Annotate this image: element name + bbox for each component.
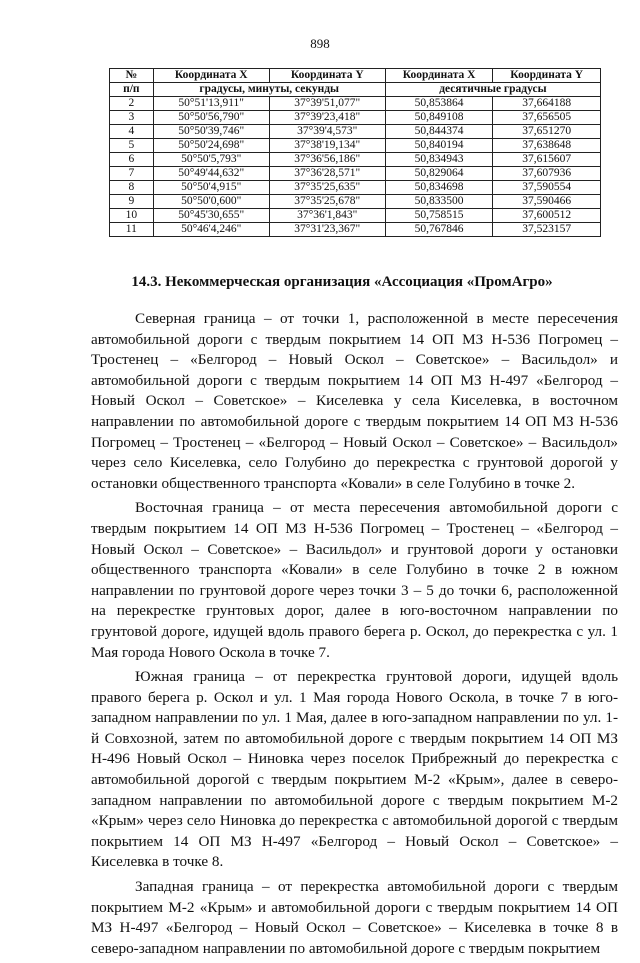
coord-x-dms-cell: 50°45'30,655" <box>153 209 269 223</box>
page-number: 898 <box>310 36 330 51</box>
section-heading: 14.3. Некоммерческая организация «Ассоциация «ПромАгро» <box>131 274 553 290</box>
coord-x-dec-cell: 50,844374 <box>385 125 493 139</box>
coord-y-dms-cell: 37°39'4,573" <box>269 125 385 139</box>
coord-y-dec-cell: 37,651270 <box>493 125 601 139</box>
coord-y-dms-cell: 37°36'56,186" <box>269 153 385 167</box>
header-num-sub: п/п <box>110 83 154 97</box>
coord-x-dms-cell: 50°50'5,793" <box>153 153 269 167</box>
coord-y-dec-cell: 37,600512 <box>493 209 601 223</box>
table-row <box>110 139 601 153</box>
table-row <box>110 195 601 209</box>
table-row <box>110 209 601 223</box>
coord-x-dms-cell: 50°50'39,746" <box>153 125 269 139</box>
coord-x-dms-cell: 50°46'4,246" <box>153 223 269 237</box>
header-coord-x-dec: Координата X <box>385 69 493 83</box>
point-number-cell: 10 <box>110 209 154 223</box>
point-number-cell: 7 <box>110 167 154 181</box>
table-subheader-row <box>110 83 601 97</box>
coord-x-dms-cell: 50°49'44,632" <box>153 167 269 181</box>
paragraph-east-border: Восточная граница – от места пересечения автомобильной дороги с твердым покрытием 14 ОП МЗ Н-536 Погромец – Тростенец – «Белгород – Новый Оскол – Советское» – Васильдол» и грунтовой дороги у остановки общественного транспорта «Ковали» в селе Голубино в точке 2 в южном направлении по грунтовой дороге через точки 3 – 5 до точки 6, расположенной на перекрестке грунтовых дорог, далее в юго-восточном направлении по грунтовой дороге, идущей вдоль правого берега р. Оскол, до перекрестка с ул. 1 Мая города Нового Оскола в точке 7. <box>91 499 618 661</box>
table-row <box>110 153 601 167</box>
coord-y-dms-cell: 37°35'25,678" <box>269 195 385 209</box>
coord-x-dec-cell: 50,829064 <box>385 167 493 181</box>
coord-y-dms-cell: 37°39'51,077" <box>269 97 385 111</box>
table-row <box>110 167 601 181</box>
coord-y-dec-cell: 37,656505 <box>493 111 601 125</box>
table-row <box>110 181 601 195</box>
header-dec-label: десятичные градусы <box>385 83 600 97</box>
coord-x-dms-cell: 50°50'4,915" <box>153 181 269 195</box>
coord-x-dec-cell: 50,834943 <box>385 153 493 167</box>
table-row <box>110 125 601 139</box>
point-number-cell: 9 <box>110 195 154 209</box>
coord-x-dec-cell: 50,853864 <box>385 97 493 111</box>
coord-y-dec-cell: 37,590554 <box>493 181 601 195</box>
coord-y-dms-cell: 37°31'23,367" <box>269 223 385 237</box>
coord-x-dms-cell: 50°50'0,600" <box>153 195 269 209</box>
header-coord-x-dms: Координата X <box>153 69 269 83</box>
point-number-cell: 11 <box>110 223 154 237</box>
coord-y-dms-cell: 37°36'1,843" <box>269 209 385 223</box>
coord-y-dec-cell: 37,638648 <box>493 139 601 153</box>
coord-y-dms-cell: 37°38'19,134" <box>269 139 385 153</box>
coord-y-dms-cell: 37°36'28,571" <box>269 167 385 181</box>
point-number-cell: 8 <box>110 181 154 195</box>
coord-x-dec-cell: 50,767846 <box>385 223 493 237</box>
coord-x-dms-cell: 50°50'24,698" <box>153 139 269 153</box>
table-body <box>110 97 601 237</box>
coord-y-dms-cell: 37°39'23,418" <box>269 111 385 125</box>
header-coord-y-dms: Координата Y <box>269 69 385 83</box>
coord-x-dec-cell: 50,834698 <box>385 181 493 195</box>
paragraph-south-border: Южная граница – от перекрестка грунтовой дороги, идущей вдоль правого берега р. Оскол и ул. 1 Мая города Нового Оскола, в точке 7 в юго-западном направлении по ул. 1 Мая, далее в юго-западном направлении по ул. 1-й Совхозной, затем по автомобильной дороге с твердым покрытием 14 ОП МЗ Н-496 Новый Оскол – Ниновка через поселок Прибрежный до перекрестка с автомобильной дорогой с твердым покрытием М-2 «Крым», далее в северо-западном направлении по автомобильной дороге с твердым покрытием М-2 «Крым» через село Ниновка до перекрестка с автомобильной дорогой с твердым покрытием 14 ОП МЗ Н-497 «Белгород – Новый Оскол – Советское» – Киселевка в точке 8. <box>91 668 618 871</box>
point-number-cell: 2 <box>110 97 154 111</box>
coord-y-dec-cell: 37,607936 <box>493 167 601 181</box>
coord-y-dec-cell: 37,523157 <box>493 223 601 237</box>
table-row <box>110 111 601 125</box>
point-number-cell: 3 <box>110 111 154 125</box>
header-coord-y-dec: Координата Y <box>493 69 601 83</box>
point-number-cell: 6 <box>110 153 154 167</box>
coord-x-dec-cell: 50,833500 <box>385 195 493 209</box>
body-text <box>91 309 618 963</box>
coord-x-dec-cell: 50,849108 <box>385 111 493 125</box>
coord-y-dec-cell: 37,590466 <box>493 195 601 209</box>
paragraph-north-border: Северная граница – от точки 1, расположенной в месте пересечения автомобильной дороги с твердым покрытием 14 ОП МЗ Н-536 Погромец – Тростенец – «Белгород – Новый Оскол – Советское» – Васильдол» и автомобильной дороги с твердым покрытием 14 ОП МЗ Н-497 «Белгород – Новый Оскол – Советское» – Киселевка у села Киселевка, в восточном направлении по автомобильной дороге с твердым покрытием 14 ОП МЗ Н-536 Погромец – Тростенец – «Белгород – Новый Оскол – Советское» – Васильдол» через село Киселевка, село Голубино до перекрестка с грунтовой дорогой у остановки общественного транспорта «Ковали» в селе Голубино в точке 2. <box>91 310 618 492</box>
table-row <box>110 223 601 237</box>
coord-y-dec-cell: 37,664188 <box>493 97 601 111</box>
coord-x-dec-cell: 50,758515 <box>385 209 493 223</box>
point-number-cell: 5 <box>110 139 154 153</box>
coordinates-table <box>109 68 601 237</box>
coord-x-dms-cell: 50°50'56,790" <box>153 111 269 125</box>
header-dms-label: градусы, минуты, секунды <box>153 83 385 97</box>
coord-y-dms-cell: 37°35'25,635" <box>269 181 385 195</box>
table-header-row <box>110 69 601 83</box>
paragraph-west-border: Западная граница – от перекрестка автомобильной дороги с твердым покрытием М-2 «Крым» и автомобильной дороги с твердым покрытием 14 ОП МЗ Н-497 «Белгород – Новый Оскол – Советское» – Киселевка в точке 8 в северо-западном направлении по автомобильной дороге с твердым покрытием <box>91 878 618 957</box>
coord-y-dec-cell: 37,615607 <box>493 153 601 167</box>
coord-x-dec-cell: 50,840194 <box>385 139 493 153</box>
coord-x-dms-cell: 50°51'13,911" <box>153 97 269 111</box>
point-number-cell: 4 <box>110 125 154 139</box>
table-row <box>110 97 601 111</box>
header-num: № <box>110 69 154 83</box>
